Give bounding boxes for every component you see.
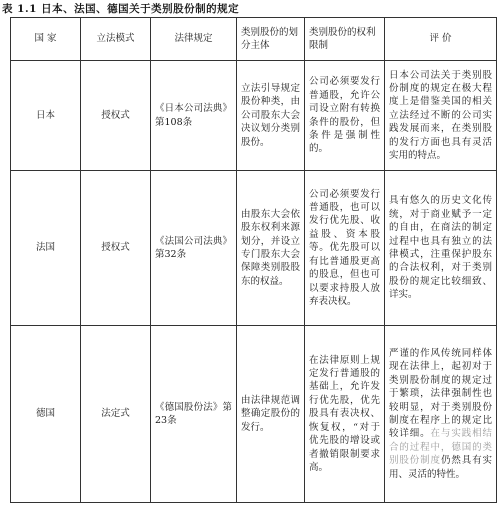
header-evaluation: 评 价 (385, 18, 497, 61)
subject-cell: 由法律规范调整确定股份的发行。 (237, 326, 305, 503)
header-law: 法律规定 (151, 18, 237, 61)
header-mode: 立法模式 (81, 18, 151, 61)
table-header-row (11, 18, 497, 61)
evaluation-cell: 日本公司法关于类别股份制度的规定在极大程度上是借鉴美国的相关立法经过不断的公司实践发展而来，在类别股的发行方面也具有灵活实用的特点。 (385, 61, 497, 171)
comparison-table (10, 17, 497, 503)
mode-cell: 法定式 (81, 326, 151, 503)
evaluation-faded-text: 在与实践相结合的过程中，德国的类别股份制度 (389, 428, 492, 467)
mode-cell: 授权式 (81, 171, 151, 326)
law-cell: 《法国公司法典》第32条 (151, 171, 237, 326)
evaluation-tail-text: 仍然具有实用、灵活的特性。 (389, 455, 492, 480)
country-cell: 德国 (11, 326, 81, 503)
header-subject: 类别股份的划分主体 (237, 18, 305, 61)
country-cell: 法国 (11, 171, 81, 326)
law-cell: 《日本公司法典》第108条 (151, 61, 237, 171)
country-cell: 日本 (11, 61, 81, 171)
evaluation-cell: 具有悠久的历史文化传统，对于商业赋予一定的自由，在商法的制定过程中也具有独立的法律模式，注重保护股东的合法权利，对于类别股份的规定比较细致、详实。 (385, 171, 497, 326)
limit-cell: 公司必须要发行普通股，也可以发行优先股、收益股、资本股等。优先股可以有比普通股更高的股息，但也可以要求持股人放弃表决权。 (305, 171, 385, 326)
evaluation-cell (385, 326, 497, 503)
table-row (11, 326, 497, 503)
header-limit: 类别股份的权利限制 (305, 18, 385, 61)
subject-cell: 由股东大会依股东权利来源划分，并设立专门股东大会保障类别股股东的权益。 (237, 171, 305, 326)
subject-cell: 立法引导规定股份种类，由公司股东大会决议划分类别股份。 (237, 61, 305, 171)
table-row (11, 171, 497, 326)
mode-cell: 授权式 (81, 61, 151, 171)
limit-cell: 公司必须要发行普通股，允许公司设立附有转换条件的股份，但条件是强制性的。 (305, 61, 385, 171)
header-country: 国 家 (11, 18, 81, 61)
limit-cell: 在法律原则上规定发行普通股的基础上，允许发行优先股，优先股具有表决权、恢复权，“对于优先股的增设或者撤销限制要求高。 (305, 326, 385, 503)
table-caption: 表 1.1 日本、法国、德国关于类别股份制的规定 (2, 3, 240, 15)
law-cell: 《德国股份法》第23条 (151, 326, 237, 503)
table-row (11, 61, 497, 171)
evaluation-text: 严谨的作风传统同样体现在法律上，起初对于类别股份制度的规定过于繁琐，法律强制性也较明显，对于类别股份制度在程序上的规定比较详细。 (389, 347, 492, 440)
